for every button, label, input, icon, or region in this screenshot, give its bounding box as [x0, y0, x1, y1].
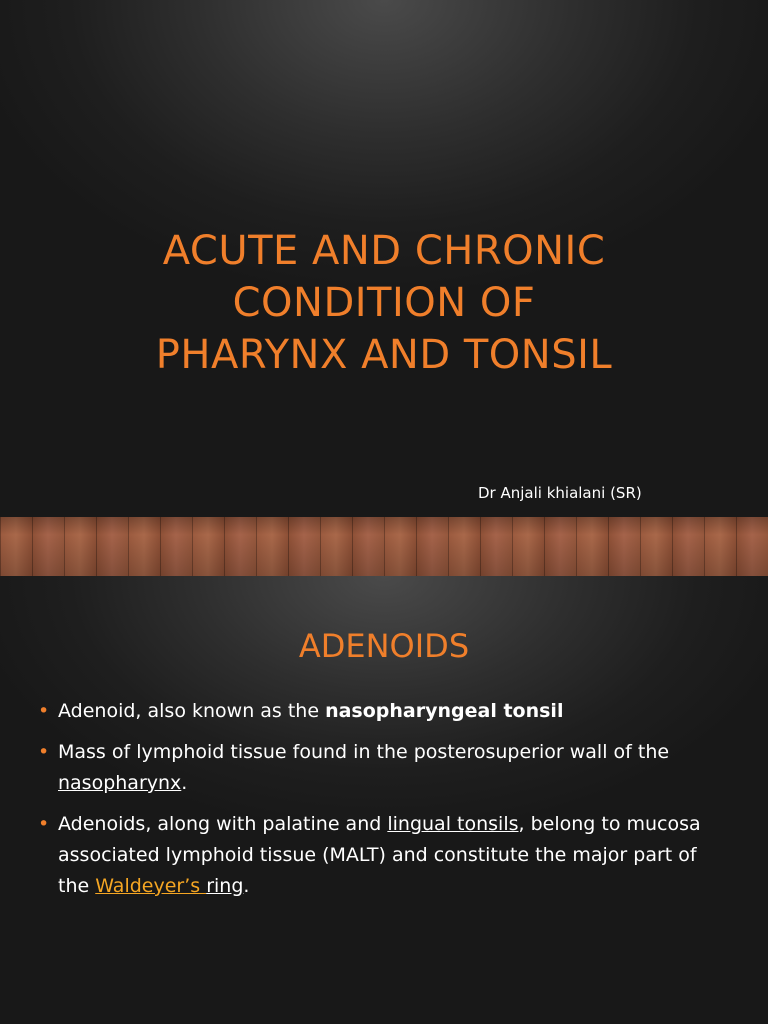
bullet-icon: •	[38, 813, 50, 835]
content-slide	[0, 576, 768, 1024]
bullet-item: • Adenoid, also known as the nasopharyngeal tonsil	[38, 696, 728, 727]
wood-floor-decoration	[0, 517, 768, 576]
ring-link[interactable]: ring	[206, 875, 244, 897]
bullet-icon: •	[38, 700, 50, 722]
lingual-tonsils-link[interactable]: lingual tonsils	[387, 813, 519, 835]
bullet-icon: •	[38, 741, 50, 763]
slide-heading: ADENOIDS	[298, 627, 470, 665]
waldeyers-link[interactable]: Waldeyer’s	[95, 875, 207, 897]
bullet-item: • Mass of lymphoid tissue found in the posterosuperior wall of the nasopharynx.	[38, 737, 728, 799]
slide-title: ACUTE AND CHRONIC CONDITION OF PHARYNX AND TONSIL	[155, 228, 613, 378]
nasopharynx-link[interactable]: nasopharynx	[58, 772, 182, 794]
author-name: Dr Anjali khialani (SR)	[478, 484, 642, 502]
bullet-list	[38, 696, 728, 912]
bullet-item: • Adenoids, along with palatine and lingual tonsils, belong to mucosa associated lymphoid tissue (MALT) and constitute the major part of the Waldeyer’s ring.	[38, 809, 728, 902]
bold-term: nasopharyngeal tonsil	[325, 700, 564, 722]
